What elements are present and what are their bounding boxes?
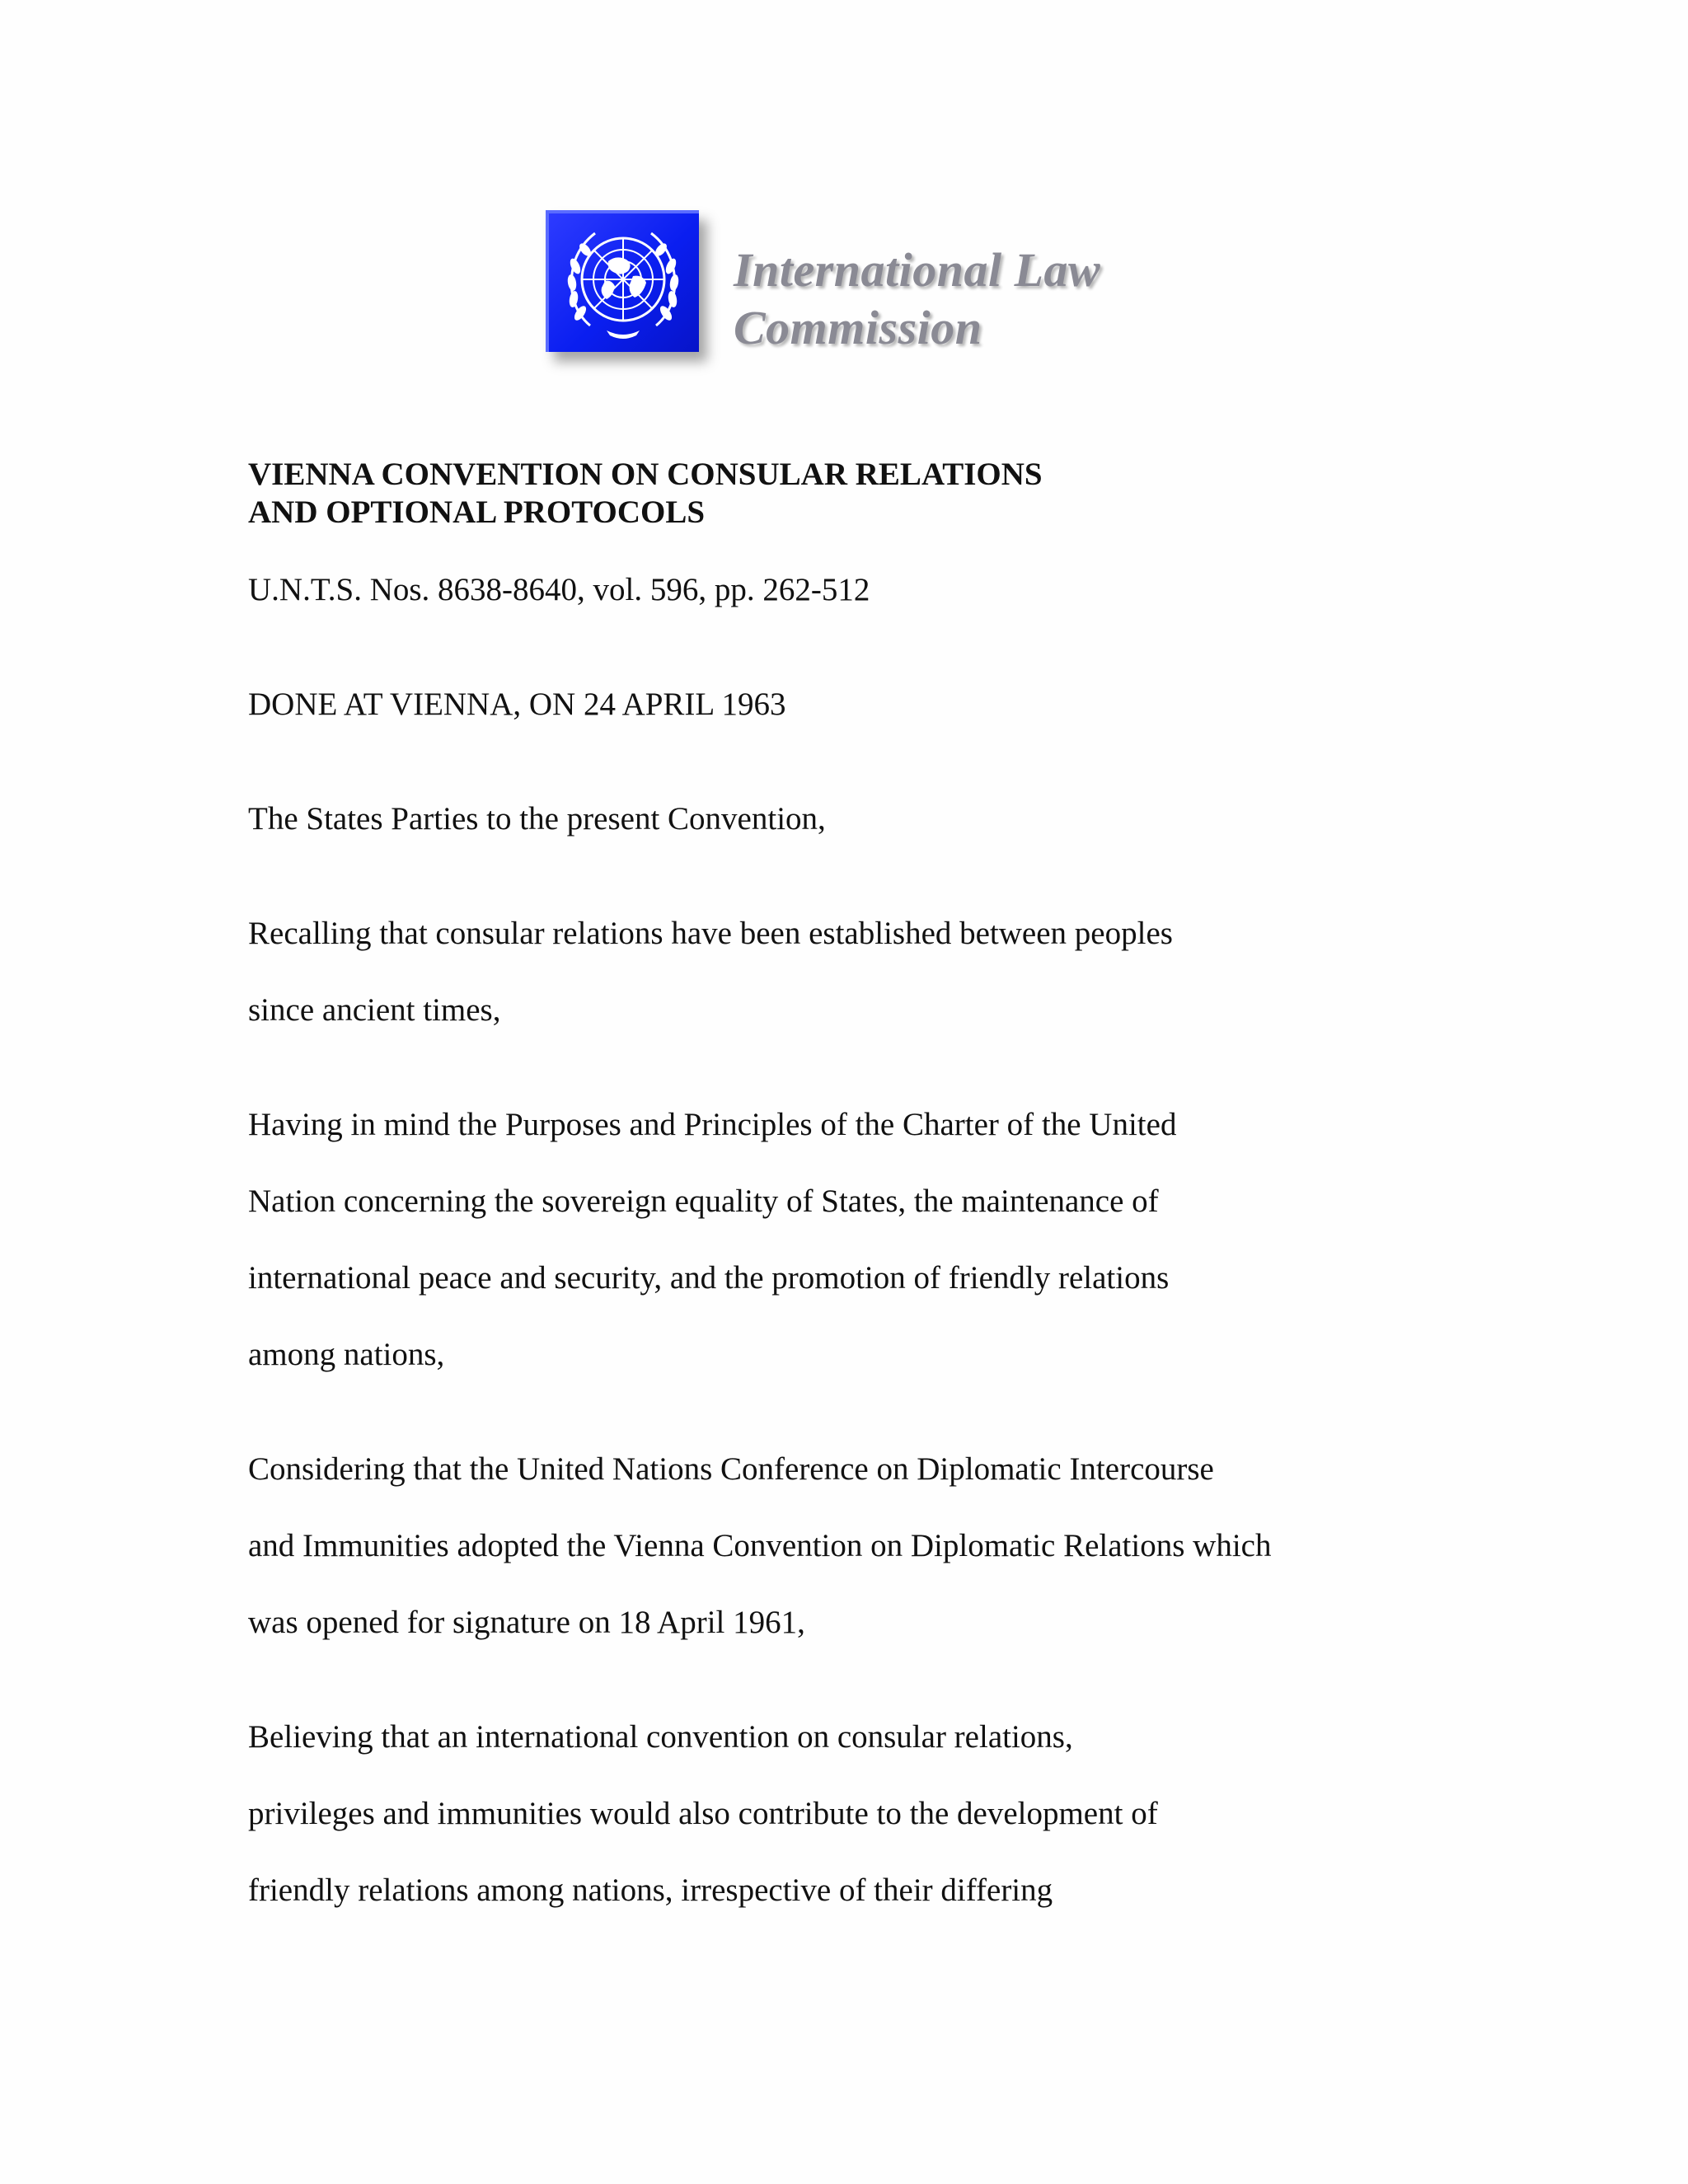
- title-line-1: VIENNA CONVENTION ON CONSULAR RELATIONS: [248, 457, 1043, 492]
- done-at-line: DONE AT VIENNA, ON 24 APRIL 1963: [248, 687, 786, 722]
- wordmark-line-1: International Law: [734, 243, 1101, 297]
- paragraph-line: Considering that the United Nations Conference on Diplomatic Intercourse: [248, 1451, 1214, 1487]
- paragraph-line: and Immunities adopted the Vienna Convention on Diplomatic Relations which: [248, 1528, 1272, 1563]
- treaty-reference: U.N.T.S. Nos. 8638-8640, vol. 596, pp. 262-512: [248, 572, 870, 607]
- preamble-intro: The States Parties to the present Convention,: [248, 801, 826, 837]
- wordmark-line-2: Commission: [734, 301, 982, 354]
- title-line-2: AND OPTIONAL PROTOCOLS: [248, 494, 706, 530]
- document-title: [248, 456, 1043, 532]
- paragraph-line: international peace and security, and the promotion of friendly relations: [248, 1260, 1170, 1296]
- ilc-logo: [546, 210, 1123, 375]
- paragraph-line: friendly relations among nations, irrespective of their differing: [248, 1872, 1053, 1908]
- paragraph-line: since ancient times,: [248, 992, 501, 1028]
- paragraph-line: among nations,: [248, 1337, 445, 1372]
- paragraph-line: Nation concerning the sovereign equality of States, the maintenance of: [248, 1183, 1159, 1219]
- paragraph-line: was opened for signature on 18 April 1961,: [248, 1605, 805, 1640]
- paragraph-line: Believing that an international convention on consular relations,: [248, 1719, 1073, 1755]
- un-emblem-icon: [546, 210, 699, 352]
- ilc-wordmark: [734, 241, 1100, 357]
- paragraph-line: Having in mind the Purposes and Principles of the Charter of the United: [248, 1107, 1177, 1142]
- paragraph-line: privileges and immunities would also contribute to the development of: [248, 1796, 1158, 1831]
- paragraph-line: Recalling that consular relations have been established between peoples: [248, 916, 1173, 951]
